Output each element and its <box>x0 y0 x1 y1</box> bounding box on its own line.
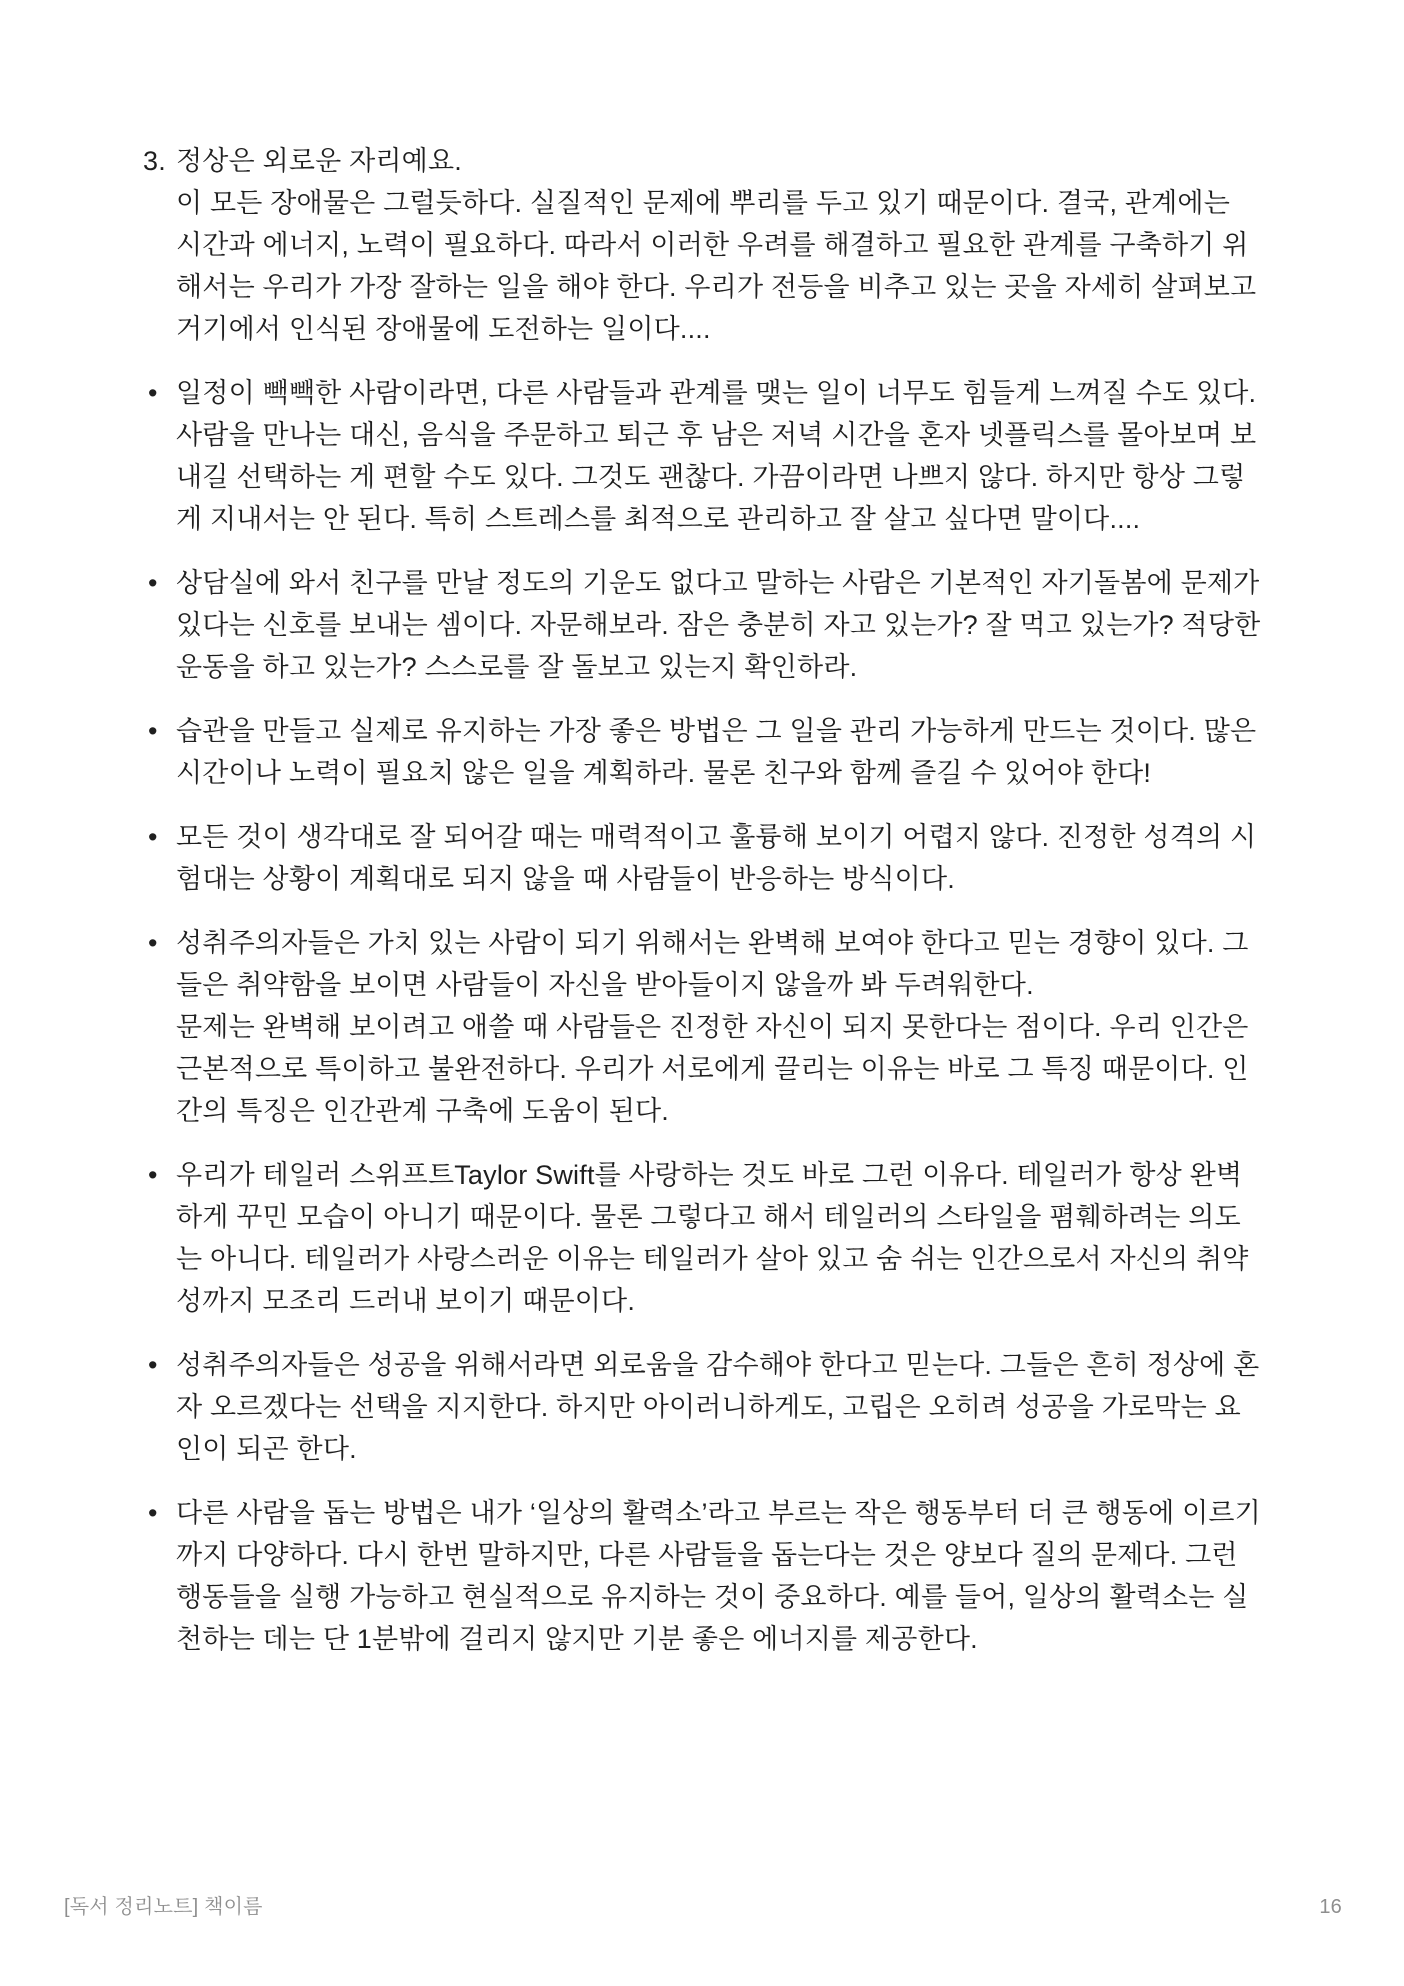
section-body <box>176 140 1261 350</box>
list-item <box>148 1154 1261 1322</box>
list-item <box>148 922 1261 1132</box>
page-number: 16 <box>1319 1896 1342 1918</box>
bullet-text <box>176 1344 1261 1470</box>
bullet-icon: • <box>148 1160 158 1190</box>
bullet-icon: • <box>148 568 158 598</box>
document-content <box>143 140 1261 1660</box>
intro-paragraph: 이 모든 장애물은 그럴듯하다. 실질적인 문제에 뿌리를 두고 있기 때문이다. 결국, 관계에는 시간과 에너지, 노력이 필요하다. 따라서 이러한 우려를 해결하고 필요한 관계를 구축하기 위해서는 우리가 가장 잘하는 일을 해야 한다. 우리가 전등을 비추고 있는 곳을 자세히 살펴보고 거기에서 인식된 장애물에 도전하는 일이다.... <box>176 188 1257 344</box>
bullet-paragraph: 일정이 빽빽한 사람이라면, 다른 사람들과 관계를 맺는 일이 너무도 힘들게 느껴질 수도 있다. <box>176 378 1257 408</box>
section-number: 3. <box>143 146 166 176</box>
bullet-paragraph: 모든 것이 생각대로 잘 되어갈 때는 매력적이고 훌륭해 보이기 어렵지 않다. 진정한 성격의 시험대는 상황이 계획대로 되지 않을 때 사람들이 반응하는 방식이다. <box>176 822 1257 894</box>
list-item <box>148 372 1261 540</box>
bullet-paragraph: 상담실에 와서 친구를 만날 정도의 기운도 없다고 말하는 사람은 기본적인 자기돌봄에 문제가 있다는 신호를 보내는 셈이다. 자문해보라. 잠은 충분히 자고 있는가? 잘 먹고 있는가? 적당한 운동을 하고 있는가? 스스로를 잘 돌보고 있는지 확인하라. <box>176 568 1261 682</box>
bullet-text <box>176 372 1261 540</box>
list-item <box>148 1492 1261 1660</box>
bullet-text <box>176 562 1261 688</box>
bullet-icon: • <box>148 928 158 958</box>
bullet-list <box>148 372 1261 1660</box>
list-item <box>148 816 1261 900</box>
footer-note-title: [독서 정리노트] 책이름 <box>64 1896 263 1918</box>
bullet-text <box>176 1492 1261 1660</box>
bullet-text <box>176 710 1261 794</box>
page-footer <box>64 1893 1342 1921</box>
bullet-paragraph: 문제는 완벽해 보이려고 애쓸 때 사람들은 진정한 자신이 되지 못한다는 점이다. 우리 인간은 근본적으로 특이하고 불완전하다. 우리가 서로에게 끌리는 이유는 바로 그 특징 때문이다. 인간의 특징은 인간관계 구축에 도움이 된다. <box>176 1012 1249 1126</box>
bullet-paragraph: 다른 사람을 돕는 방법은 내가 ‘일상의 활력소’라고 부르는 작은 행동부터 더 큰 행동에 이르기까지 다양하다. 다시 한번 말하지만, 다른 사람들을 돕는다는 것은 양보다 질의 문제다. 그런 행동들을 실행 가능하고 현실적으로 유지하는 것이 중요하다. 예를 들어, 일상의 활력소는 실천하는 데는 단 1분밖에 걸리지 않지만 기분 좋은 에너지를 제공한다. <box>176 1498 1261 1654</box>
bullet-icon: • <box>148 1350 158 1380</box>
bullet-icon: • <box>148 716 158 746</box>
list-item <box>148 1344 1261 1470</box>
bullet-icon: • <box>148 1498 158 1528</box>
bullet-text <box>176 1154 1261 1322</box>
bullet-paragraph: 성취주의자들은 가치 있는 사람이 되기 위해서는 완벽해 보여야 한다고 믿는 경향이 있다. 그들은 취약함을 보이면 사람들이 자신을 받아들이지 않을까 봐 두려워한다. <box>176 928 1249 1000</box>
bullet-icon: • <box>148 378 158 408</box>
bullet-text <box>176 922 1261 1132</box>
bullet-paragraph: 사람을 만나는 대신, 음식을 주문하고 퇴근 후 남은 저녁 시간을 혼자 넷플릭스를 몰아보며 보내길 선택하는 게 편할 수도 있다. 그것도 괜찮다. 가끔이라면 나쁘지 않다. 하지만 항상 그렇게 지내서는 안 된다. 특히 스트레스를 최적으로 관리하고 잘 살고 싶다면 말이다.... <box>176 420 1257 534</box>
list-item <box>148 710 1261 794</box>
section-heading: 정상은 외로운 자리예요. <box>176 146 462 176</box>
numbered-section <box>143 140 1261 350</box>
bullet-paragraph: 우리가 테일러 스위프트Taylor Swift를 사랑하는 것도 바로 그런 이유다. 테일러가 항상 완벽하게 꾸민 모습이 아니기 때문이다. 물론 그렇다고 해서 테일러의 스타일을 폄훼하려는 의도는 아니다. 테일러가 사랑스러운 이유는 테일러가 살아 있고 숨 쉬는 인간으로서 자신의 취약성까지 모조리 드러내 보이기 때문이다. <box>176 1160 1249 1316</box>
bullet-paragraph: 습관을 만들고 실제로 유지하는 가장 좋은 방법은 그 일을 관리 가능하게 만드는 것이다. 많은 시간이나 노력이 필요치 않은 일을 계획하라. 물론 친구와 함께 즐길 수 있어야 한다! <box>176 716 1257 788</box>
list-item <box>148 562 1261 688</box>
bullet-text <box>176 816 1261 900</box>
bullet-paragraph: 성취주의자들은 성공을 위해서라면 외로움을 감수해야 한다고 믿는다. 그들은 흔히 정상에 혼자 오르겠다는 선택을 지지한다. 하지만 아이러니하게도, 고립은 오히려 성공을 가로막는 요인이 되곤 한다. <box>176 1350 1260 1464</box>
bullet-icon: • <box>148 822 158 852</box>
